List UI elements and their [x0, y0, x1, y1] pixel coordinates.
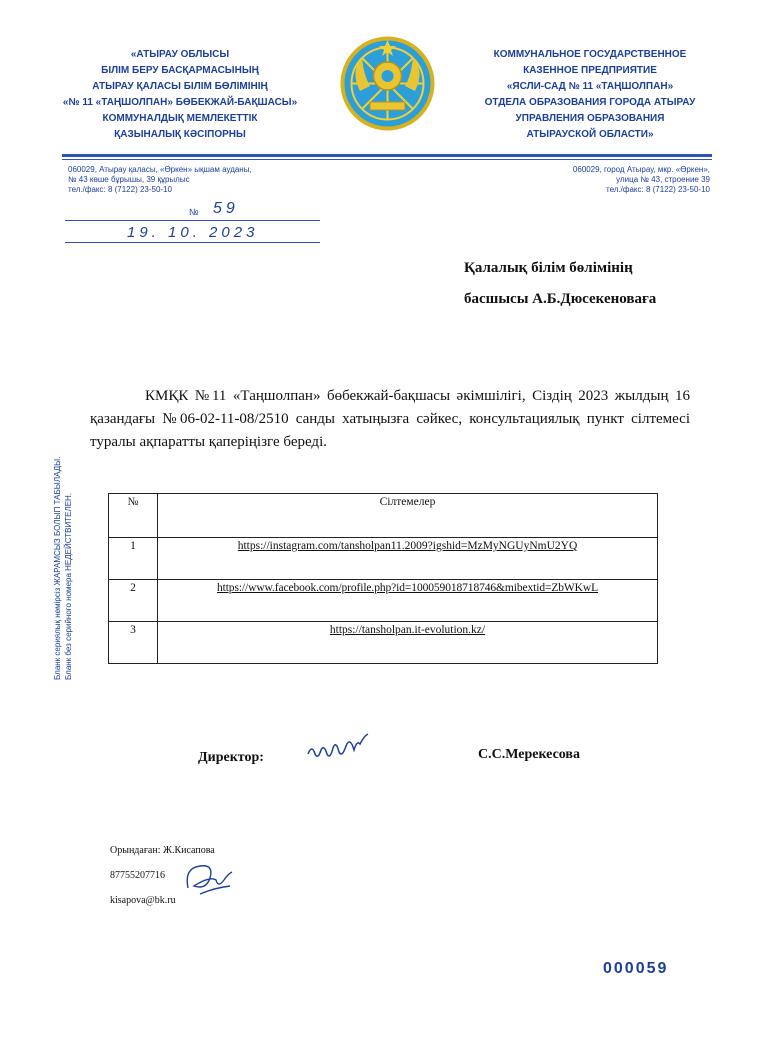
address-kz	[68, 165, 252, 195]
header-kz-line: ҚАЗЫНАЛЫҚ КӘСІПОРНЫ	[114, 129, 246, 140]
header-kz-line: «АТЫРАУ ОБЛЫСЫ	[130, 49, 230, 60]
margin-note-ru: Бланк без серийного номера НЕДЕЙСТВИТЕЛЕН.	[64, 492, 73, 680]
executor-phone: 87755207716	[110, 870, 165, 881]
header-kz-line: «№ 11 «ТАҢШОЛПАН» БӨБЕКЖАЙ-БАҚШАСЫ»	[62, 97, 298, 108]
addressee-line-2: басшысы А.Б.Дюсекеноваға	[464, 291, 657, 307]
signature-title: Директор:	[198, 750, 264, 765]
header-rule-thick	[62, 154, 712, 157]
header-ru	[440, 47, 740, 143]
state-emblem-icon	[340, 36, 435, 131]
header-ru-line: АТЫРАУСКОЙ ОБЛАСТИ»	[526, 129, 654, 140]
header-kz-line: АТЫРАУ ҚАЛАСЫ БІЛІМ БӨЛІМІНІҢ	[92, 81, 268, 92]
margin-note-kz: Бланк сериялық нөмірсіз ЖАРАМСЫЗ БОЛЫП ТАБЫЛАДЫ.	[53, 456, 62, 680]
reg-date-value: 19. 10. 2023	[127, 224, 259, 241]
address-ru-line: тел./факс: 8 (7122) 23-50-10	[606, 185, 710, 194]
website-link[interactable]: https://tansholpan.it-evolution.kz/	[329, 624, 486, 636]
address-kz-line: № 43 көше бұрышы, 39 құрылыс	[68, 175, 190, 184]
body-paragraph: КМҚК №11 «Таңшолпан» бөбекжай-бақшасы әкімшілігі, Сіздің 2023 жылдың 16 қазандағы №06-02-11-08/2510 санды хатыңызға сәйкес, консультациялық пункт сілтемесі туралы ақпаратты қаперіңізге береді.	[90, 388, 690, 450]
header-kz-line: БІЛІМ БЕРУ БАСҚАРМАСЫНЫҢ	[101, 65, 259, 76]
table-cell-num: 3	[109, 622, 158, 664]
table-header-num: №	[109, 494, 158, 538]
address-kz-line: 060029, Атырау қаласы, «Өркен» ықшам ауданы,	[68, 165, 252, 174]
instagram-link[interactable]: https://instagram.com/tansholpan11.2009?igshid=MzMyNGUyNmU2YQ	[237, 540, 578, 552]
header-kz	[30, 47, 330, 143]
reg-number-block	[65, 200, 320, 221]
table-cell-link	[158, 580, 658, 622]
signature-name: С.С.Мерекесова	[478, 747, 580, 762]
table-row	[109, 538, 658, 580]
table-cell-link	[158, 622, 658, 664]
header-ru-line: КАЗЕННОЕ ПРЕДПРИЯТИЕ	[523, 65, 657, 76]
addressee-line-1: Қалалық білім бөлімінің	[464, 260, 633, 276]
header-rule-thin	[62, 159, 712, 160]
address-kz-line: тел./факс: 8 (7122) 23-50-10	[68, 185, 172, 194]
table-cell-link	[158, 538, 658, 580]
address-ru	[573, 165, 710, 195]
table-header-links: Сілтемелер	[158, 494, 658, 538]
table-cell-num: 2	[109, 580, 158, 622]
header-ru-line: ОТДЕЛА ОБРАЗОВАНИЯ ГОРОДА АТЫРАУ	[484, 97, 696, 108]
executor-name: Орындаған: Ж.Кисапова	[110, 845, 215, 856]
header-ru-line: «ЯСЛИ-САД № 11 «ТАҢШОЛПАН»	[506, 81, 674, 92]
header-kz-line: КОММУНАЛДЫҚ МЕМЛЕКЕТТІК	[102, 113, 258, 124]
table-row	[109, 622, 658, 664]
table-cell-num: 1	[109, 538, 158, 580]
address-ru-line: 060029, город Атырау, мкр. «Өркен»,	[572, 165, 710, 174]
margin-note	[52, 457, 74, 680]
table-header-row	[109, 494, 658, 538]
links-table	[108, 493, 658, 664]
table-row	[109, 580, 658, 622]
reg-number-value: 59	[213, 200, 239, 217]
reg-date-block	[65, 224, 320, 243]
header-ru-line: УПРАВЛЕНИЯ ОБРАЗОВАНИЯ	[515, 113, 665, 124]
reg-number-label: №	[189, 207, 199, 217]
header-ru-line: КОММУНАЛЬНОЕ ГОСУДАРСТВЕННОЕ	[493, 49, 687, 60]
executor-signature-icon	[180, 858, 240, 898]
serial-number: 000059	[603, 960, 669, 977]
facebook-link[interactable]: https://www.facebook.com/profile.php?id=100059018718746&mibextid=ZbWKwL	[216, 582, 599, 594]
executor-email: kisapova@bk.ru	[110, 895, 176, 906]
address-ru-line: улица № 43, строение 39	[616, 175, 710, 184]
director-signature-icon	[302, 730, 382, 765]
